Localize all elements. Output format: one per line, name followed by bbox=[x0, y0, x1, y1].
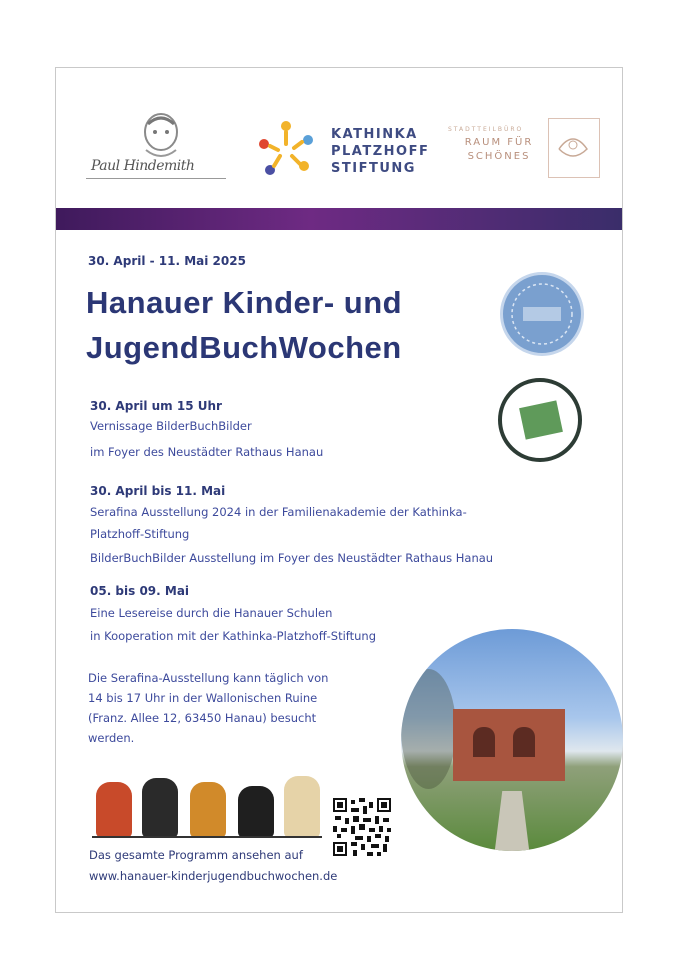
event-2-line-3: BilderBuchBilder Ausstellung im Foyer des Neustädter Rathaus Hanau bbox=[90, 551, 494, 565]
kathinka-word-1: KATHINKA bbox=[331, 127, 418, 142]
logo3-wordmark bbox=[453, 136, 545, 164]
kathinka-word-2: PLATZHOFF bbox=[331, 144, 430, 159]
badge-seal-icon bbox=[503, 275, 581, 353]
ruin-photo bbox=[401, 629, 623, 851]
qr-code[interactable] bbox=[331, 796, 393, 858]
logo3-small-text: STADTTEILBÜRO bbox=[448, 126, 524, 133]
logo3-frame bbox=[548, 118, 600, 178]
ruin-building bbox=[453, 709, 565, 781]
hindemith-signature: Paul Hindemith bbox=[91, 158, 195, 174]
info-line-2: 14 bis 17 Uhr in der Wallonischen Ruine bbox=[88, 691, 318, 705]
event-1-heading: 30. April um 15 Uhr bbox=[90, 399, 222, 413]
people-circle-icon bbox=[256, 118, 316, 182]
event-2-heading: 30. April bis 11. Mai bbox=[90, 484, 226, 498]
qr-code-icon bbox=[331, 796, 393, 858]
date-range: 30. April - 11. Mai 2025 bbox=[88, 254, 246, 268]
logo-underline bbox=[86, 178, 226, 179]
accent-bar bbox=[56, 208, 622, 230]
tree-shape bbox=[401, 669, 456, 789]
logo3-word-1: RAUM FÜR bbox=[464, 137, 534, 148]
title-line-1: Hanauer Kinder- und bbox=[86, 285, 403, 320]
ruin-arch-left bbox=[473, 727, 495, 757]
event-3-heading: 05. bis 09. Mai bbox=[90, 584, 190, 598]
footer-url-link[interactable]: www.hanauer-kinderjugendbuchwochen.de bbox=[89, 869, 338, 883]
event-1-line-2: im Foyer des Neustädter Rathaus Hanau bbox=[90, 445, 324, 459]
info-line-1: Die Serafina-Ausstellung kann täglich von bbox=[88, 671, 329, 685]
figure-4 bbox=[238, 786, 274, 838]
logo3-word-2: SCHÖNES bbox=[467, 151, 531, 162]
flower-icon bbox=[549, 119, 597, 175]
hindemith-logo bbox=[86, 110, 226, 190]
figure-3 bbox=[190, 782, 226, 838]
info-paragraph bbox=[88, 668, 368, 748]
figure-1 bbox=[96, 782, 132, 838]
title-line-2: JugendBuchWochen bbox=[86, 330, 402, 365]
event-1-line-1: Vernissage BilderBuchBilder bbox=[90, 419, 252, 433]
portrait-icon bbox=[126, 110, 196, 160]
kathinka-word-3: STIFTUNG bbox=[331, 161, 416, 176]
event-3-line-1: Eine Lesereise durch die Hanauer Schulen bbox=[90, 606, 333, 620]
info-line-4: werden. bbox=[88, 731, 135, 745]
poster bbox=[55, 67, 623, 913]
page-title bbox=[86, 280, 466, 370]
figure-2 bbox=[142, 778, 178, 838]
blue-badge bbox=[500, 272, 584, 356]
green-seal-badge bbox=[498, 378, 582, 462]
ruin-arch-right bbox=[513, 727, 535, 757]
event-2-line-1: Serafina Ausstellung 2024 in der Familienakademie der Kathinka- bbox=[90, 505, 467, 519]
info-line-3: (Franz. Allee 12, 63450 Hanau) besucht bbox=[88, 711, 317, 725]
event-2-line-2: Platzhoff-Stiftung bbox=[90, 527, 190, 541]
figures-shelf bbox=[92, 836, 322, 838]
footer-text: Das gesamte Programm ansehen auf bbox=[89, 848, 303, 862]
kathinka-wordmark bbox=[331, 126, 429, 177]
figure-5 bbox=[284, 776, 320, 838]
book-icon bbox=[519, 400, 563, 439]
event-3-line-2: in Kooperation mit der Kathinka-Platzhoff-Stiftung bbox=[90, 629, 377, 643]
logo-row bbox=[56, 68, 622, 198]
character-figures bbox=[92, 768, 322, 838]
ruin-path bbox=[493, 791, 532, 851]
raum-fuer-schoenes-logo bbox=[448, 118, 608, 188]
kathinka-logo bbox=[246, 118, 436, 188]
